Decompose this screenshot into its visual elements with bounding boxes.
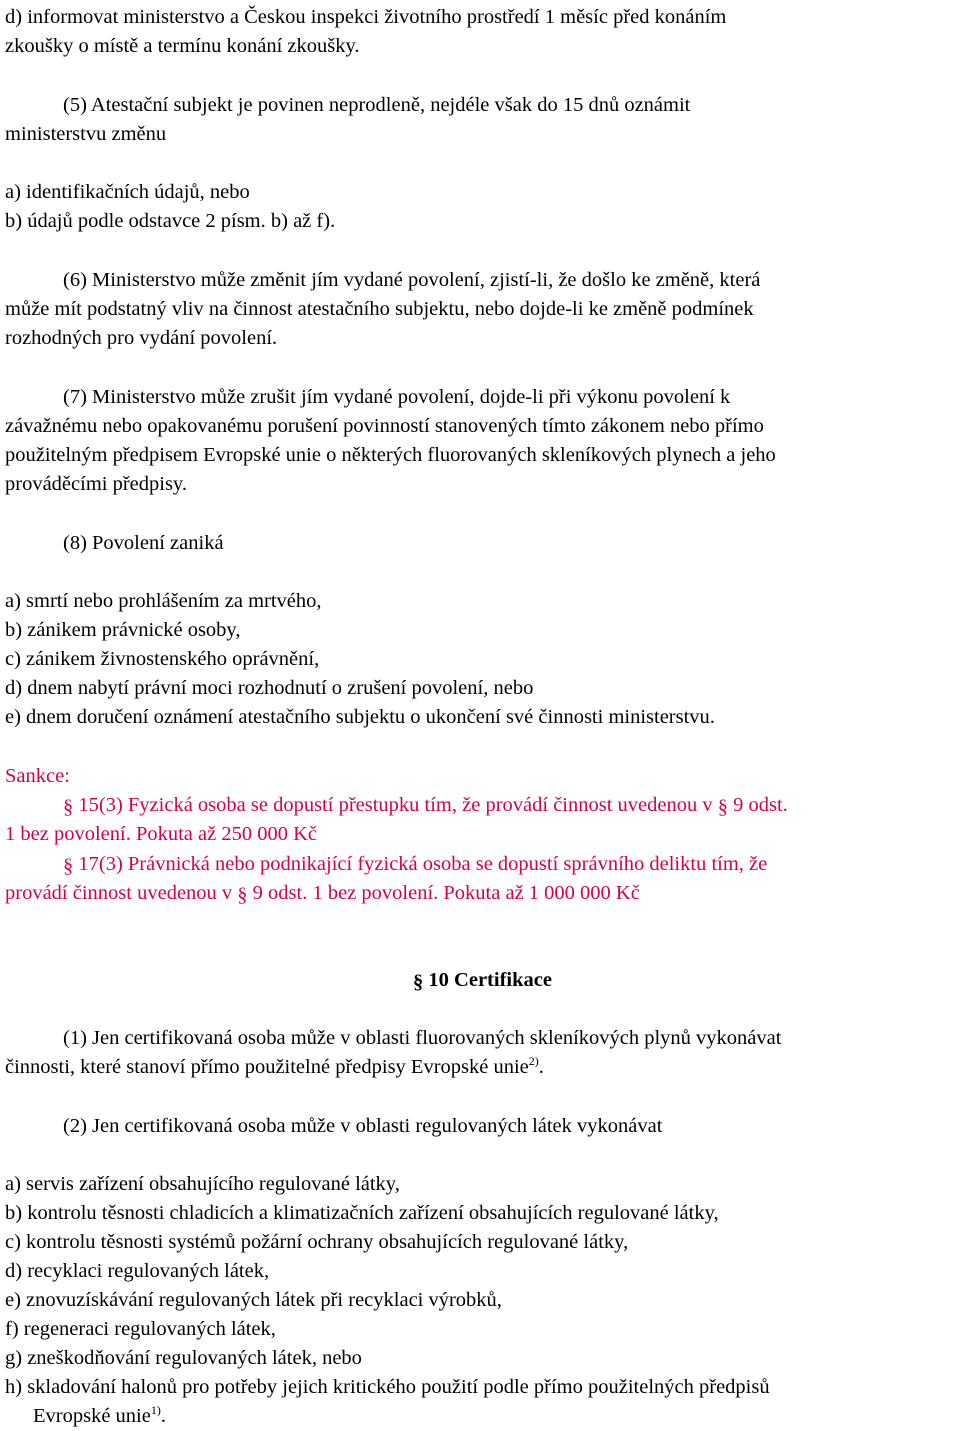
sanction-text: provádí činnost uvedenou v xyxy=(5,882,238,904)
text-line: d) informovat ministerstvo a Českou inspekci životního prostředí 1 měsíc před konáním xyxy=(5,6,727,28)
paragraph-2-start: (2) Jen certifikovaná osoba může v oblasti regulovaných látek vykonávat xyxy=(63,1115,663,1137)
text-line: použitelným předpisem Evropské unie o některých fluorovaných skleníkových plynech a jeho xyxy=(5,444,776,466)
section-heading xyxy=(5,966,960,995)
text-line: ministerstvu změnu xyxy=(5,123,167,145)
list-item: d) dnem nabytí právní moci rozhodnutí o zrušení povolení, nebo xyxy=(5,677,534,699)
sanction-2-line-2 xyxy=(5,879,640,908)
list-item: a) identifikačních údajů, nebo xyxy=(5,181,250,203)
sanction-text: 9 odst. xyxy=(728,794,788,816)
section-sign-link[interactable]: § xyxy=(63,855,74,877)
list-item: b) údajů podle odstavce 2 písm. b) až f). xyxy=(5,210,336,232)
section-sign-link[interactable]: § xyxy=(63,796,74,818)
list-item: a) servis zařízení obsahujícího regulované látky, xyxy=(5,1173,400,1195)
sanctions-label: Sankce: xyxy=(5,765,70,787)
sanction-1-line-1 xyxy=(63,791,788,820)
sanction-1-line-2: 1 bez povolení. Pokuta až 250 000 Kč xyxy=(5,823,317,845)
text-line: zkoušky o místě a termínu konání zkoušky. xyxy=(5,35,360,57)
list-item-continuation xyxy=(33,1402,166,1431)
sanction-text: 17(3) Právnická nebo podnikající fyzická osoba se dopustí správního deliktu tím, že xyxy=(73,853,768,875)
list-item: e) znovuzískávání regulovaných látek při recyklaci výrobků, xyxy=(5,1289,502,1311)
paragraph-7-start: (7) Ministerstvo může zrušit jím vydané povolení, dojde-li při výkonu povolení k xyxy=(63,386,731,408)
text-line xyxy=(5,1053,544,1082)
paragraph-5-start: (5) Atestační subjekt je povinen neprodleně, nejdéle však do 15 dnů oznámit xyxy=(63,94,691,116)
section-title: 10 Certifikace xyxy=(423,969,552,991)
section-sign-link[interactable]: § xyxy=(717,796,728,818)
sanction-text: 15(3) Fyzická osoba se dopustí přestupku tím, že provádí činnost uvedenou v xyxy=(73,794,718,816)
list-item: d) recyklaci regulovaných látek, xyxy=(5,1260,270,1282)
list-item: c) zánikem živnostenského oprávnění, xyxy=(5,648,320,670)
list-item: c) kontrolu těsnosti systémů požární ochrany obsahujících regulované látky, xyxy=(5,1231,629,1253)
footnote-ref[interactable]: 1) xyxy=(150,1403,161,1417)
sanction-text: 9 odst. 1 bez povolení. Pokuta až 1 000 000 Kč xyxy=(247,882,640,904)
list-item: b) zánikem právnické osoby, xyxy=(5,619,241,641)
section-sign: § xyxy=(413,971,424,993)
section-sign-link[interactable]: § xyxy=(237,884,248,906)
list-item: h) skladování halonů pro potřeby jejich kritického použití podle přímo použitelných předpisů xyxy=(5,1376,770,1398)
paragraph-8-start: (8) Povolení zaniká xyxy=(63,532,224,554)
paragraph-6-start: (6) Ministerstvo může změnit jím vydané povolení, zjistí-li, že došlo ke změně, která xyxy=(63,269,761,291)
text-line: může mít podstatný vliv na činnost atestačního subjektu, nebo dojde-li ke změně podmínek xyxy=(5,298,754,320)
list-item: b) kontrolu těsnosti chladicích a klimatizačních zařízení obsahujících regulované látky, xyxy=(5,1202,719,1224)
list-item: f) regeneraci regulovaných látek, xyxy=(5,1318,276,1340)
text-span: . xyxy=(160,1405,166,1427)
list-item: a) smrtí nebo prohlášením za mrtvého, xyxy=(5,590,322,612)
paragraph-1-start: (1) Jen certifikovaná osoba může v oblasti fluorovaných skleníkových plynů vykonávat xyxy=(63,1027,782,1049)
text-line: rozhodných pro vydání povolení. xyxy=(5,327,278,349)
sanction-2-line-1 xyxy=(63,850,767,879)
text-line: prováděcími předpisy. xyxy=(5,473,187,495)
text-span: činnosti, které stanoví přímo použitelné předpisy Evropské unie xyxy=(5,1056,529,1078)
text-line: závažnému nebo opakovanému porušení povinností stanovených tímto zákonem nebo přímo xyxy=(5,415,764,437)
list-item: e) dnem doručení oznámení atestačního subjektu o ukončení své činnosti ministerstvu. xyxy=(5,706,715,728)
text-span: Evropské unie xyxy=(33,1405,151,1427)
text-span: . xyxy=(538,1056,544,1078)
footnote-ref[interactable]: 2) xyxy=(528,1054,539,1068)
list-item: g) zneškodňování regulovaných látek, nebo xyxy=(5,1347,362,1369)
